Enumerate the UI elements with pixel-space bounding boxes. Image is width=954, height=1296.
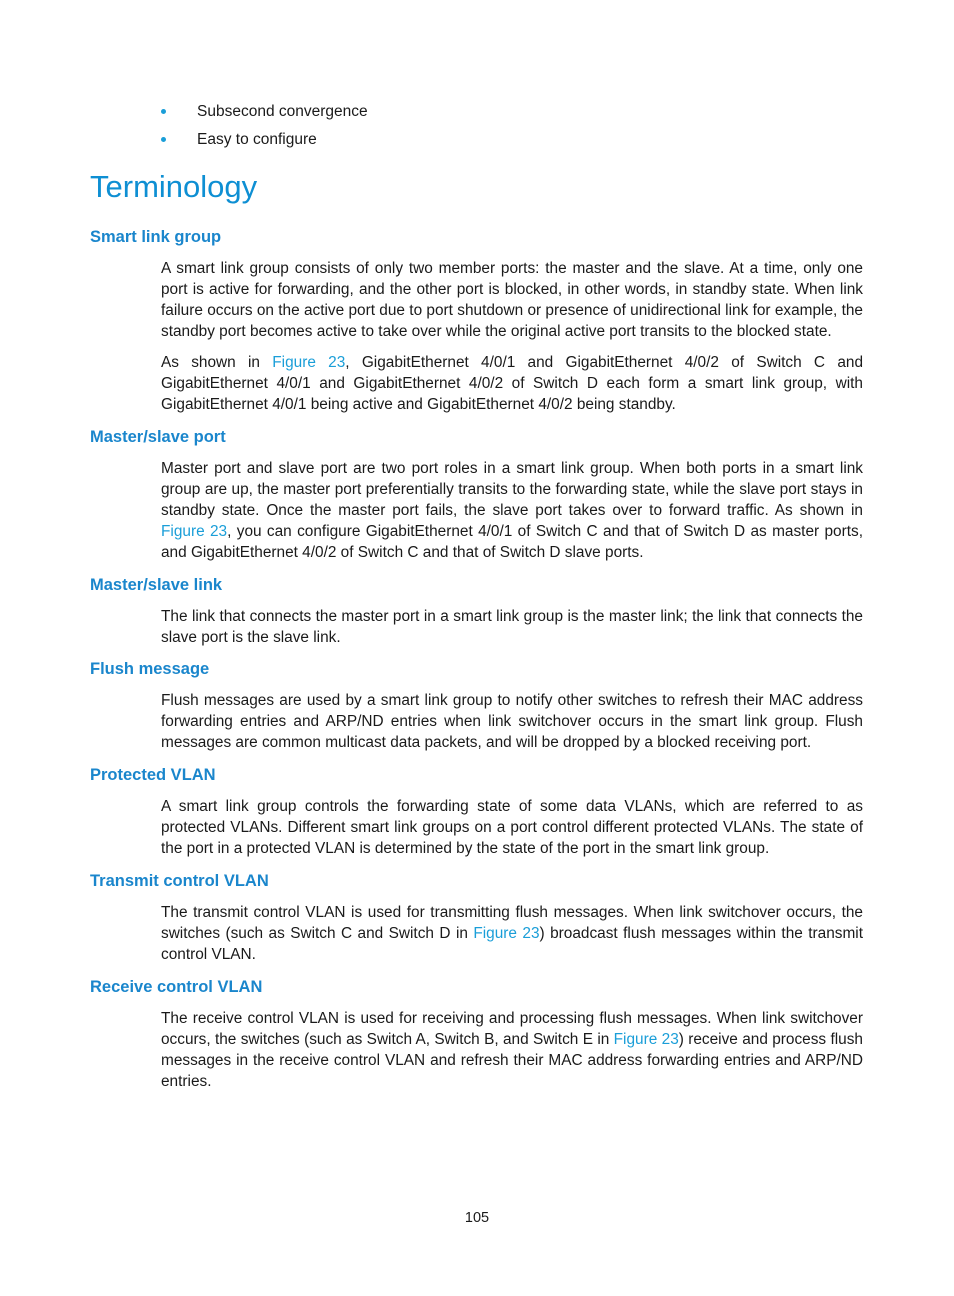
text-run: , GigabitEthernet 4/0/1 and GigabitEthernet 4/0/2 of Switch C and GigabitEthernet 4/0/1 and GigabitEthernet 4/0/2 of Switch D each form a smart link group, with GigabitEthernet 4/0/1 being active and GigabitEthernet 4/0/2 being standby. <box>161 354 863 414</box>
figure-23-link[interactable]: Figure 23 <box>613 1031 679 1049</box>
bullet-text: Easy to configure <box>197 131 317 148</box>
text-run: , you can configure GigabitEthernet 4/0/1 of Switch C and that of Switch D as master ports, and GigabitEthernet 4/0/2 of Switch C and that of Switch D slave ports. <box>161 523 863 562</box>
paragraph-flush-message: Flush messages are used by a smart link group to notify other switches to refresh their MAC address forwarding entries and ARP/ND entries when link switchover occurs in the smart link group. Flush messages are common multicast data packets, and will be dropped by a blocked receiving port. <box>161 692 863 752</box>
bullet-item <box>160 98 368 126</box>
heading-receive-control-vlan: Receive control VLAN <box>90 978 263 996</box>
heading-master-slave-port: Master/slave port <box>90 428 226 446</box>
figure-23-link[interactable]: Figure 23 <box>161 523 228 541</box>
text-run: ) broadcast flush messages within the transmit control VLAN. <box>161 925 863 964</box>
paragraph-master-slave-link: The link that connects the master port in a smart link group is the master link; the link that connects the slave port is the slave link. <box>161 608 863 647</box>
paragraph-smart-link-group-2 <box>161 352 863 415</box>
text-run: ) receive and process flush messages in the receive control VLAN and refresh their MAC address forwarding entries and ARP/ND entries. <box>161 1031 863 1091</box>
heading-transmit-control-vlan: Transmit control VLAN <box>90 872 269 890</box>
figure-23-link[interactable]: Figure 23 <box>272 354 346 371</box>
feature-bullet-list <box>160 98 368 154</box>
text-run: Master port and slave port are two port roles in a smart link group. When both ports in a smart link group are up, the master port preferentially transits to the forwarding state, while the slave port stays in standby state. Once the master port fails, the slave port takes over to forward traffic. As shown in <box>161 460 863 520</box>
text-run: As shown in <box>161 354 273 371</box>
page-number: 105 <box>464 1210 490 1226</box>
paragraph-protected-vlan: A smart link group controls the forwarding state of some data VLANs, which are referred to as protected VLANs. Different smart link groups on a port control different protected VLANs. The state of the port in a protected VLAN is determined by the state of the port in the smart link group. <box>161 798 863 858</box>
text-run: The transmit control VLAN is used for transmitting flush messages. When link switchover occurs, the switches (such as Switch C and Switch D in <box>161 904 863 943</box>
paragraph-receive-control-vlan <box>161 1008 863 1092</box>
text-run: The receive control VLAN is used for receiving and processing flush messages. When link switchover occurs, the switches (such as Switch A, Switch B, and Switch E in <box>161 1010 863 1049</box>
paragraph-master-slave-port <box>161 458 863 563</box>
bullet-dot-icon <box>161 137 166 142</box>
bullet-text: Subsecond convergence <box>197 103 368 120</box>
bullet-item <box>160 126 368 154</box>
heading-master-slave-link: Master/slave link <box>90 576 223 594</box>
heading-smart-link-group: Smart link group <box>90 228 222 246</box>
paragraph-smart-link-group-1: A smart link group consists of only two member ports: the master and the slave. At a time, only one port is active for forwarding, and the other port is blocked, in other words, in standby state. When link failure occurs on the active port due to port shutdown or presence of unidirectional link for example, the standby port becomes active to take over while the original active port transits to the blocked state. <box>161 260 863 341</box>
section-title: Terminology <box>90 169 258 204</box>
heading-flush-message: Flush message <box>90 660 210 678</box>
figure-23-link[interactable]: Figure 23 <box>473 925 540 943</box>
heading-protected-vlan: Protected VLAN <box>90 766 216 784</box>
paragraph-transmit-control-vlan <box>161 902 863 965</box>
bullet-dot-icon <box>161 109 166 114</box>
